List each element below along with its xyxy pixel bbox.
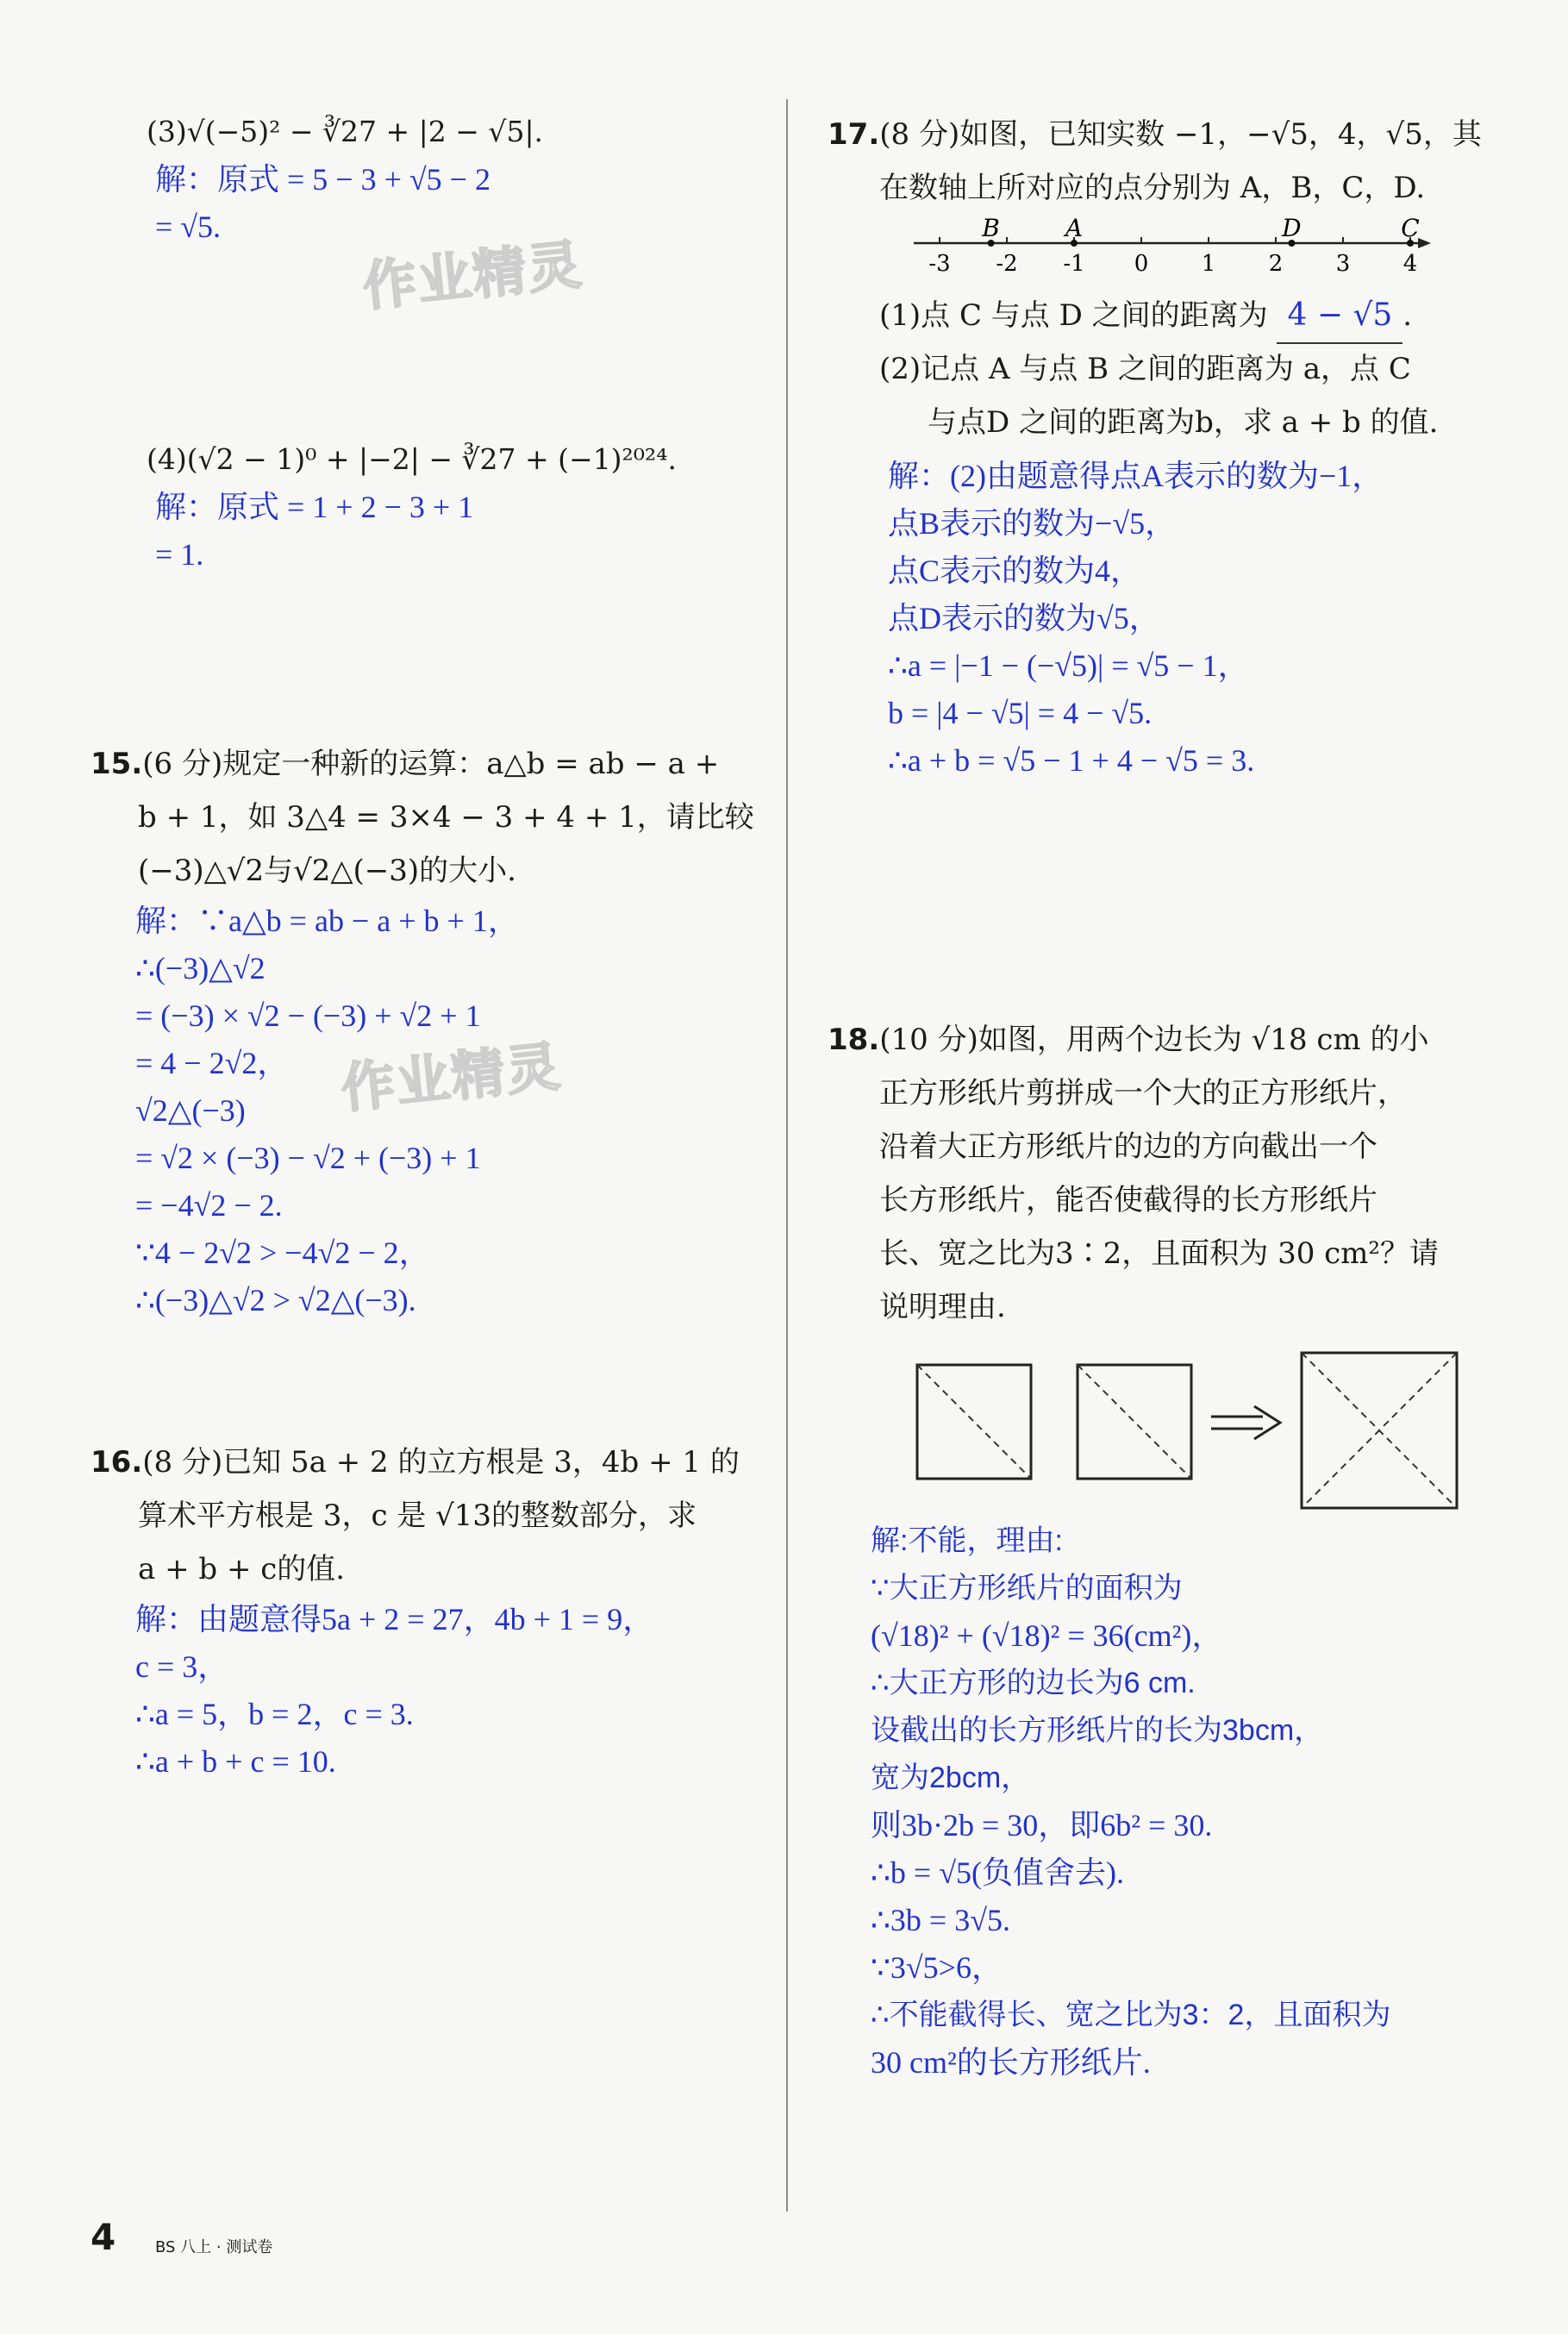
answer-line: = √5. (155, 210, 222, 244)
answer-line: ∴大正方形的边长为6 cm. (871, 1667, 1196, 1699)
answer-line: = (−3) × √2 − (−3) + √2 + 1 (135, 998, 481, 1033)
large-square (1302, 1353, 1457, 1508)
question-line: (8 分)如图，已知实数 −1，−√5，4，√5，其 (879, 117, 1482, 152)
question-15 (91, 737, 780, 1324)
question-text: (3)√(−5)² − ∛27 + |2 − √5|. (147, 115, 544, 148)
answer-line: 解：∵a△b = ab − a + b + 1， (135, 904, 519, 938)
page-number: 4 (91, 2216, 116, 2258)
watermark: 作业精灵 (359, 232, 586, 319)
answer-17 (888, 453, 1383, 785)
question-line: b + 1，如 3△4 = 3×4 − 3 + 4 + 1，请比较 (138, 800, 754, 835)
point-label: D (1282, 216, 1302, 242)
question-line: (2)记点 A 与点 B 之间的距离为 a，点 C (879, 352, 1411, 386)
axis-tick-label: -1 (1063, 251, 1085, 277)
answer-line: 宽为2bcm， (871, 1761, 1031, 1794)
answer-line: c = 3， (135, 1649, 229, 1684)
answer-line: ∴不能截得长、宽之比为3：2，且面积为 (871, 1999, 1391, 2031)
answer-line: ∴a + b + c = 10. (135, 1744, 336, 1779)
question-18 (828, 1013, 1517, 2080)
answer-line: 点B表示的数为−√5， (888, 506, 1177, 541)
small-square (917, 1365, 1031, 1479)
axis-tick-label: -3 (928, 251, 951, 277)
question-line: 说明理由. (879, 1290, 1006, 1324)
sub-question-2 (879, 342, 1438, 449)
double-arrow-icon (1211, 1406, 1280, 1439)
answer-line: ∵3√5>6， (871, 1950, 1003, 1985)
answer-line: ∵大正方形纸片的面积为 (871, 1572, 1183, 1605)
answer-line: 30 cm²的长方形纸片. (871, 2045, 1151, 2080)
axis-tick-label: 3 (1335, 251, 1351, 277)
answer-line: = 1. (155, 537, 204, 572)
question-line: 长方形纸片，能否使截得的长方形纸片 (879, 1183, 1377, 1217)
answer-line: ∴a = 5，b = 2，c = 3. (135, 1697, 414, 1731)
answer-line: 则3b·2b = 30，即6b² = 30. (871, 1808, 1213, 1843)
answer-line: ∴(−3)△√2 > √2△(−3). (135, 1283, 416, 1317)
answer-line: 解：由题意得5a + 2 = 27，4b + 1 = 9， (135, 1602, 654, 1636)
answer-line: ∴3b = 3√5. (871, 1903, 1010, 1937)
answer-line: ∴b = √5(负值舍去). (871, 1855, 1124, 1890)
number-line (914, 216, 1431, 285)
question-number: 15. (91, 747, 143, 781)
answer-blank: 4 − √5 (1277, 289, 1402, 344)
question-17 (828, 108, 1517, 778)
question-number: 16. (91, 1445, 143, 1480)
watermark: 作业精灵 (338, 1034, 565, 1121)
axis-tick-label: 4 (1402, 251, 1418, 277)
answer-line: 点C表示的数为4， (888, 554, 1142, 588)
sub1-text: (1)点 C 与点 D 之间的距离为 (879, 298, 1268, 333)
answer-line: 解：原式 = 1 + 2 − 3 + 1 (155, 490, 474, 524)
answer-line: (√18)² + (√18)² = 36(cm²)， (871, 1618, 1223, 1653)
answer-line: ∴a = |−1 − (−√5)| = √5 − 1， (888, 648, 1249, 683)
answer-line: ∴(−3)△√2 (135, 951, 265, 986)
answer-18 (871, 1517, 1390, 2087)
answer-line: 解：(2)由题意得点A表示的数为−1， (888, 459, 1384, 493)
question-line: a + b + c的值. (138, 1552, 346, 1586)
answer-line: 解：原式 = 5 − 3 + √5 − 2 (155, 162, 490, 197)
answer-line: b = |4 − √5| = 4 − √5. (888, 696, 1153, 730)
problem-14-3 (91, 108, 780, 251)
axis-tick-label: 2 (1268, 251, 1284, 277)
answer-line: ∴a + b = √5 − 1 + 4 − √5 = 3. (888, 743, 1255, 778)
problem-14-4 (91, 435, 780, 579)
small-square (1078, 1365, 1191, 1479)
question-line: 正方形纸片剪拼成一个大的正方形纸片， (879, 1076, 1407, 1111)
question-16 (91, 1436, 780, 1786)
question-line: 长、宽之比为3∶2，且面积为 30 cm²？请 (879, 1236, 1440, 1271)
question-line: 沿着大正方形纸片的边的方向截出一个 (879, 1129, 1377, 1164)
footer-text: BS 八上 · 测试卷 (155, 2238, 273, 2256)
axis-arrow (1418, 238, 1431, 248)
axis-tick-label: -2 (996, 251, 1018, 277)
square-figure (914, 1349, 1474, 1522)
point-label: A (1065, 216, 1084, 242)
answer-line: ∵4 − 2√2 > −4√2 − 2， (135, 1236, 430, 1270)
question-number: 17. (828, 117, 880, 152)
sub-question-1 (879, 289, 1412, 344)
answer-line: 设截出的长方形纸片的长为3bcm， (871, 1714, 1324, 1747)
question-line: 与点D 之间的距离为b，求 a + b 的值. (928, 405, 1439, 440)
sub1-suffix: . (1402, 298, 1413, 333)
point-label: C (1401, 216, 1420, 242)
question-line: (10 分)如图，用两个边长为 √18 cm 的小 (879, 1023, 1429, 1057)
column-divider (786, 99, 788, 2212)
axis-tick-label: 0 (1134, 251, 1149, 277)
point-label: B (982, 216, 1000, 242)
answer-line: = −4√2 − 2. (135, 1188, 283, 1223)
answer-line: 解:不能，理由: (871, 1524, 1063, 1557)
axis-tick-label: 1 (1201, 251, 1216, 277)
question-line: 在数轴上所对应的点分别为 A，B，C，D. (879, 171, 1426, 205)
question-line: (8 分)已知 5a + 2 的立方根是 3，4b + 1 的 (142, 1445, 740, 1480)
answer-line: = √2 × (−3) − √2 + (−3) + 1 (135, 1141, 481, 1175)
question-line: (6 分)规定一种新的运算：a△b = ab − a + (142, 747, 720, 781)
answer-line: = 4 − 2√2， (135, 1046, 289, 1080)
answer-line: 点D表示的数为√5， (888, 601, 1160, 635)
answer-line: √2△(−3) (135, 1093, 246, 1128)
question-text: (4)(√2 − 1)⁰ + |−2| − ∛27 + (−1)²⁰²⁴. (147, 442, 677, 476)
question-line: (−3)△√2与√2△(−3)的大小. (138, 854, 516, 888)
question-number: 18. (828, 1023, 880, 1057)
question-line: 算术平方根是 3，c 是 √13的整数部分，求 (138, 1499, 697, 1533)
